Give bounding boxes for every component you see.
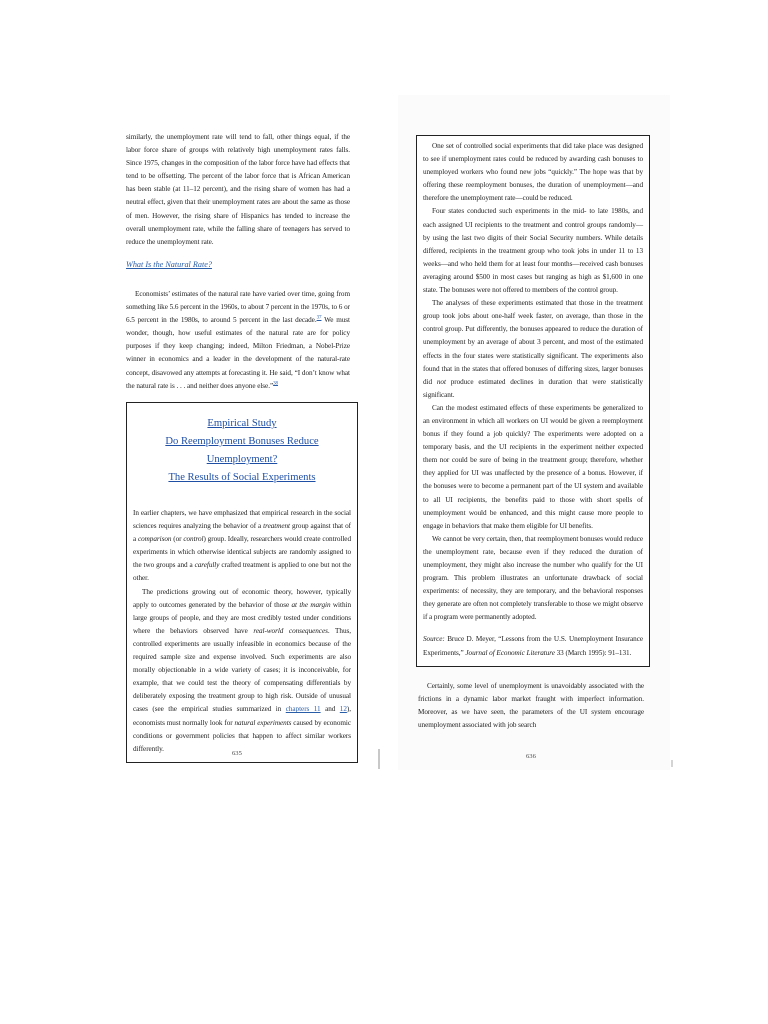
paragraph: In earlier chapters, we have emphasized that empirical research in the social sciences requires analyzing the behavior of a treatment group against that of a comparison (or control) group. Ideally, researchers would create controlled experiments in which otherwise identical subjects are randomly assigned to the two groups and a carefully crafted treatment is applied to one but not the other.	[133, 509, 351, 583]
box-body	[133, 507, 351, 756]
paragraph: similarly, the unemployment rate will tend to fall, other things equal, if the labor force share of groups with relatively high unemployment rates falls. Since 1975, changes in the composition of the labor force have had effects that tend to be offsetting. The percent of the labor force that is African American has been stable (at 11–12 percent), and the rising share of women has had a neutral effect, given that their unemployment rates are about the same as those of men. However, the rising share of Hispanics has tended to increase the overall unemployment rate, while the falling share of teenagers has served to reduce the unemployment rate.	[126, 133, 350, 246]
footnote-link-38[interactable]: 38	[273, 381, 278, 387]
body-text-bottom	[418, 680, 644, 732]
paragraph: The analyses of these experiments estimated that those in the treatment group took jobs about one-half week faster, on average, than those in the control group. Put differently, the bonuses appeared to reduce the duration of unemployment by an average of about 3 percent, and most of the estimated effects in the four states were statistically significant. The experiments also found that in the states that offered bonuses of differing sizes, larger bonuses did not produce estimated declines in duration that were statistically significant.	[423, 299, 643, 399]
body-text-natural-rate	[126, 288, 350, 393]
page-number: 635	[232, 750, 242, 757]
page-divider	[378, 749, 380, 769]
source-citation: Source: Bruce D. Meyer, “Lessons from the U.S. Unemployment Insurance Experiments,” Journal of Economic Literature 33 (March 1995): 91–131.	[423, 635, 643, 657]
box-title-line: The Results of Social Experiments	[168, 472, 316, 483]
empirical-study-box	[126, 402, 358, 763]
chapter-11-link[interactable]: chapters 11	[285, 705, 321, 714]
box-title-line: Do Reemployment Bonuses Reduce Unemployment?	[165, 436, 319, 465]
page-635	[112, 95, 370, 770]
page-number: 636	[526, 753, 536, 760]
paragraph: One set of controlled social experiments that did take place was designed to see if unemployment rates could be reduced by awarding cash bonuses to unemployed workers who found new jobs “quickly.” The hope was that by offering these reemployment bonuses, the duration of unemployment—and therefore the unemployment rate—could be reduced.	[423, 142, 643, 203]
paragraph: Four states conducted such experiments in the mid- to late 1980s, and each assigned UI recipients to the treatment and control groups randomly—by using the last two digits of their Social Security numbers. While details differed, recipients in the treatment group who took jobs in under 11 to 13 weeks—and who held them for at least four months—received cash bonuses averaging around $500 in most cases but ranging as high as $1,600 in one state. The bonuses were not offered to members of the control group.	[423, 207, 643, 295]
footnote-link-37[interactable]: 37	[316, 315, 322, 321]
box-title	[133, 415, 351, 487]
box-title-line: Empirical Study	[207, 418, 277, 429]
chapter-12-link[interactable]: 12	[339, 705, 347, 714]
paragraph: Can the modest estimated effects of these experiments be generalized to an environment in which all workers on UI would be given a reemployment bonus if they found a job quickly? The experiments were adopted on a temporary basis, and the UI recipients in the experiment neither expected them nor could be sure of being in the treatment group; therefore, whether they applied for UI was unaffected by the presence of a bonus. However, if the bonuses were to become a permanent part of the UI system and available to all UI recipients, the benefits paid to those with short spells of unemployment would be enhanced, and this might cause more people to engage in behaviors that make them eligible for UI benefits.	[423, 403, 643, 530]
scroll-indicator[interactable]	[671, 760, 673, 767]
section-heading-link[interactable]: What Is the Natural Rate?	[126, 260, 212, 269]
page-636	[398, 95, 670, 770]
empirical-study-box-continued	[416, 135, 650, 667]
body-text-top	[126, 131, 350, 249]
paragraph: The predictions growing out of economic theory, however, typically apply to outcomes generated by the behavior of those at the margin within large groups of people, and they are most credibly tested under conditions where the behaviors observed have real-world consequences. Thus, controlled experiments are usually infeasible in economics because of the required sample size and expense involved. Such experiments are also morally objectionable in a wide variety of cases; it is inconceivable, for example, that we could test the theory of compensating differentials by deliberately exposing the treatment group to high risk. Outside of unusual cases (see the empirical studies summarized in chapters 11 and 12), economists must normally look for natural experiments caused by economic conditions or government policies that happen to affect similar workers differently.	[133, 587, 351, 753]
paragraph: Economists’ estimates of the natural rate have varied over time, going from something like 5.6 percent in the 1960s, to about 7 percent in the 1970s, to 6 or 6.5 percent in the 1980s, to around 5 percent in the last decade.$^{37}$ We must wonder, though, how useful estimates of the natural rate are for policy purposes if they keep changing; indeed, Milton Friedman, a Nobel-Prize winner in economics and a leader in the development of the natural-rate concept, disavowed any attempts at forecasting it. He said, “I don’t know what the natural rate is . . . and neither does anyone else.”$^{38}$	[126, 290, 350, 390]
paragraph: Certainly, some level of unemployment is unavoidably associated with the frictions in a dynamic labor market fraught with imperfect information. Moreover, as we have seen, the parameters of the UI system encourage unemployment associated with job search	[418, 682, 644, 730]
paragraph: We cannot be very certain, then, that reemployment bonuses would reduce the unemployment rate, because even if they reduced the duration of unemployment, they might also increase the number who qualify for the UI program. This problem illustrates an unfortunate drawback of social experiments: of necessity, they are temporary, and the behavioral responses they generate are often not completely transferable to those we might observe if a program were permanently adopted.	[423, 534, 643, 622]
